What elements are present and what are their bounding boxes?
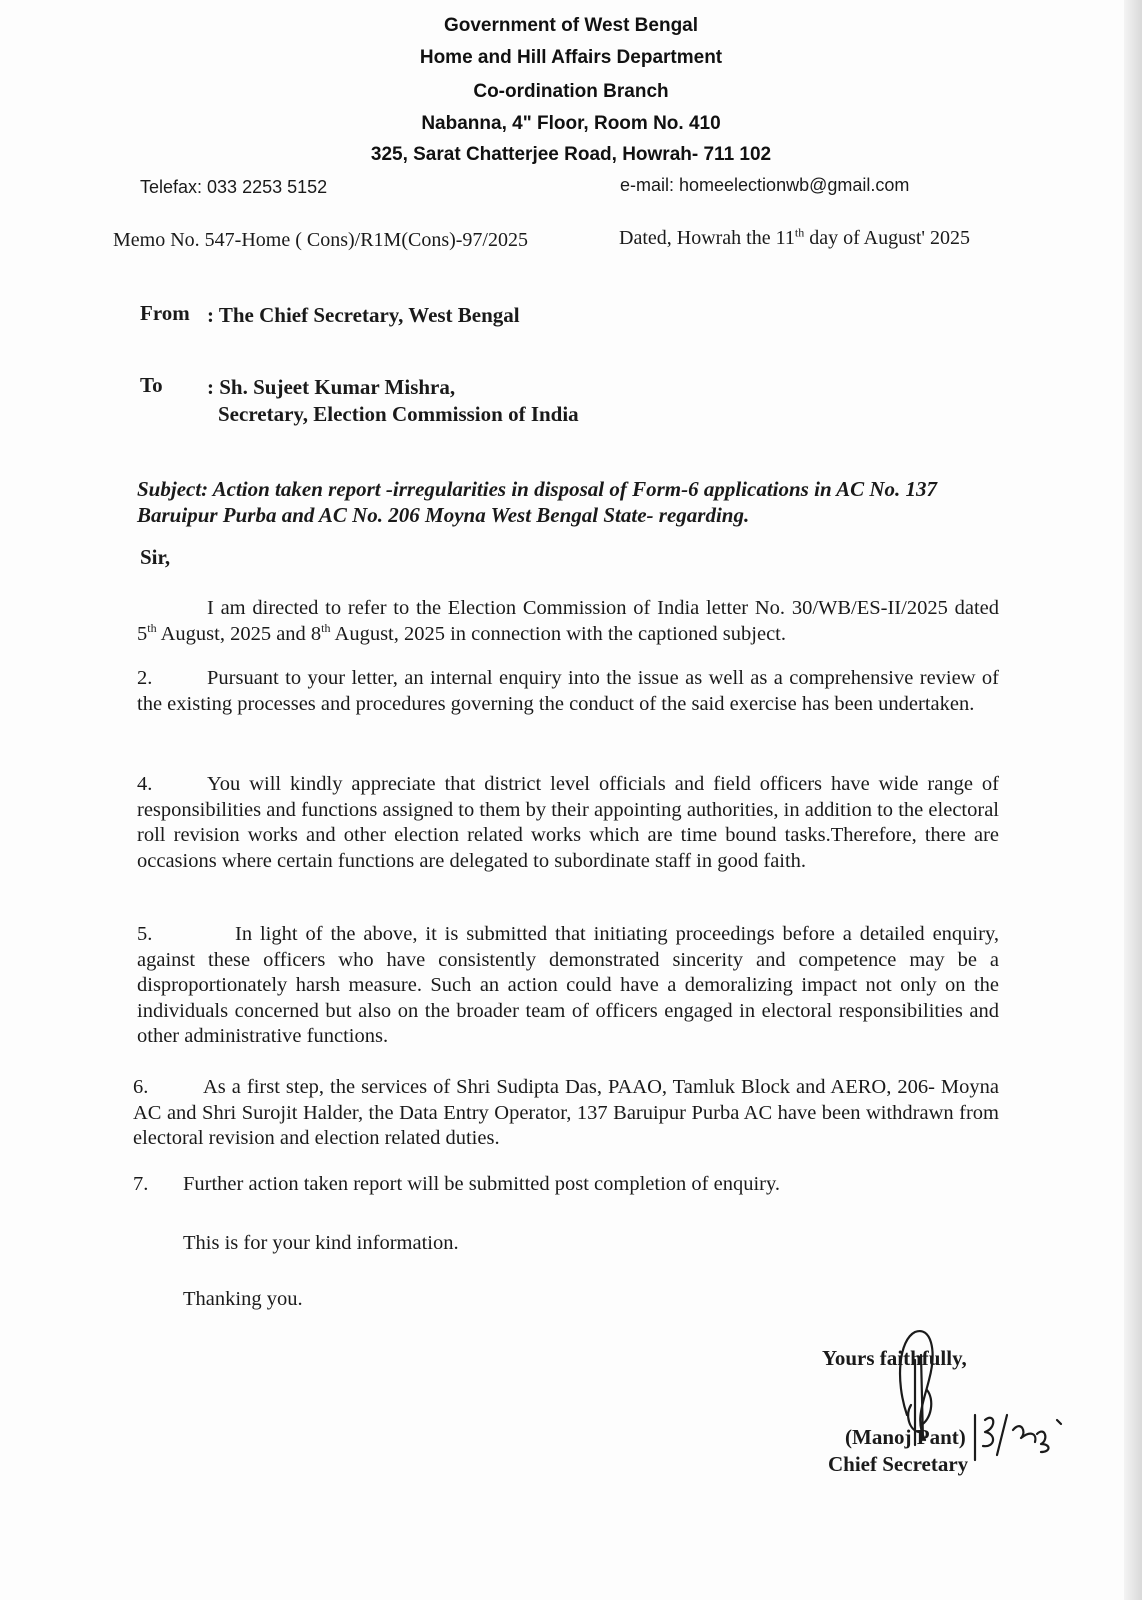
paragraph-6: 6. As a first step, the services of Shri Sudipta Das, PAAO, Tamluk Block and AERO, 206- Moyna AC and Shri Surojit Halder, the Data Entry Operator, 137 Baruipur Purba AC have been withdrawn from electoral revision and election related duties. [133,1076,999,1149]
header-address: 325, Sarat Chatterjee Road, Howrah- 711 102 [370,144,772,165]
paragraph-5-number: 5. [137,923,153,945]
paragraph-2: 2. Pursuant to your letter, an internal enquiry into the issue as well as a comprehensive review of the existing processes and procedures governing the conduct of the said exercise has been undertaken. [137,667,999,715]
yours-faithfully: Yours faithfully, [822,1346,967,1370]
email: e-mail: homeelectionwb@gmail.com [620,175,910,195]
paragraph-2-number: 2. [137,667,153,689]
paragraph-7-number: 7. [133,1173,149,1195]
paragraph-7: 7. Further action taken report will be submitted post completion of enquiry. [133,1172,995,1198]
header-floor: Nabanna, 4" Floor, Room No. 410 [421,113,721,134]
telefax: Telefax: 033 2253 5152 [140,177,328,197]
header-department: Home and Hill Affairs Department [419,47,723,68]
from-value: : The Chief Secretary, West Bengal [207,303,520,327]
header-branch: Co-ordination Branch [473,81,669,102]
paragraph-4-number: 4. [137,773,153,795]
to-label: To [140,373,163,397]
paragraph-6-number: 6. [133,1076,149,1098]
signatory-name: (Manoj Pant) [845,1425,966,1449]
paragraph-4: 4. You will kindly appreciate that district level officials and field officers have wide range of responsibilities and functions assigned to them by their appointing authorities, in addition to the electoral roll revision works and other election related works which are time bound tasks.Therefore, there are occasions where certain functions are delegated to subordinate staff in good faith. [137,773,999,872]
info-line: This is for your kind information. [183,1232,459,1254]
from-label: From [140,301,190,325]
to-line1: : Sh. Sujeet Kumar Mishra, [207,375,456,399]
handwritten-signature [885,1320,1075,1480]
subject: Subject: Action taken report -irregularities in disposal of Form-6 applications in AC No. 137 Baruipur Purba and AC No. 206 Moyna West Bengal State- regarding. [137,477,938,527]
salutation: Sir, [140,545,171,569]
paragraph-5: 5. In light of the above, it is submitted that initiating proceedings before a detailed enquiry, against these officers who have consistently demonstrated sincerity and competence may be a disproportionately harsh measure. Such an action could have a demoralizing impact not only on the individuals concerned but also on the broader team of officers engaged in electoral responsibilities and other administrative functions. [137,923,999,1047]
thanking: Thanking you. [183,1288,303,1310]
signatory-designation: Chief Secretary [828,1452,969,1476]
to-line2: Secretary, Election Commission of India [218,402,579,426]
memo-date: Dated, Howrah the 11th day of August' 2025 [619,225,971,249]
paragraph-1: I am directed to refer to the Election Commission of India letter No. 30/WB/ES-II/2025 dated 5th August, 2025 and 8th August, 2025 in connection with the captioned subject. [137,597,999,645]
header-government: Government of West Bengal [443,15,699,36]
memo-number: Memo No. 547-Home ( Cons)/R1M(Cons)-97/2025 [113,229,528,251]
